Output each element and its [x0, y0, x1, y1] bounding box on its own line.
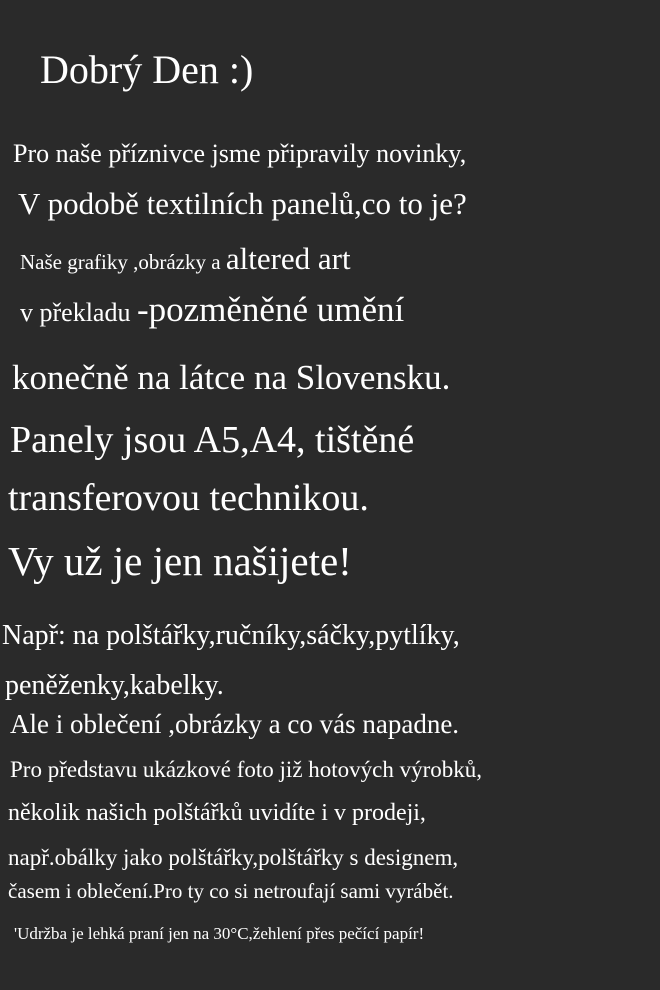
text-line: Panely jsou A5,A4, tištěné — [10, 419, 415, 461]
text-line: Pro představu ukázkové foto již hotových výrobků, — [10, 757, 483, 782]
text-line: Vy už je jen našijete! — [8, 538, 352, 584]
text-line: Pro naše příznivce jsme připravily novinky, — [13, 139, 467, 168]
text-line: transferovou technikou. — [8, 477, 369, 519]
greeting-heading: Dobrý Den :) — [40, 47, 254, 92]
text-line: časem i oblečení.Pro ty co si netroufají sami vyrábět. — [8, 879, 454, 903]
text-line: Ale i oblečení ,obrázky a co vás napadne. — [10, 709, 460, 739]
text-segment: v překladu — [20, 298, 137, 327]
text-line: peněženky,kabelky. — [5, 670, 224, 701]
text-line: Např: na polštářky,ručníky,sáčky,pytlíky, — [2, 620, 460, 651]
text-segment-emphasis: -pozměněné umění — [136, 290, 405, 329]
text-line: např.obálky jako polštářky,polštářky s designem, — [8, 845, 459, 870]
text-segment: Naše grafiky ,obrázky a — [20, 250, 226, 274]
text-line: konečně na látce na Slovensku. — [12, 358, 451, 397]
text-segment-emphasis: altered art — [225, 241, 351, 276]
text-line-care-note: 'Udržba je lehká praní jen na 30°C,žehlení přes pečící papír! — [14, 924, 425, 943]
text-line — [20, 292, 404, 327]
text-line — [20, 243, 351, 274]
text-line: V podobě textilních panelů,co to je? — [18, 186, 467, 221]
text-line: několik našich polštářků uvidíte i v prodeji, — [8, 800, 426, 826]
